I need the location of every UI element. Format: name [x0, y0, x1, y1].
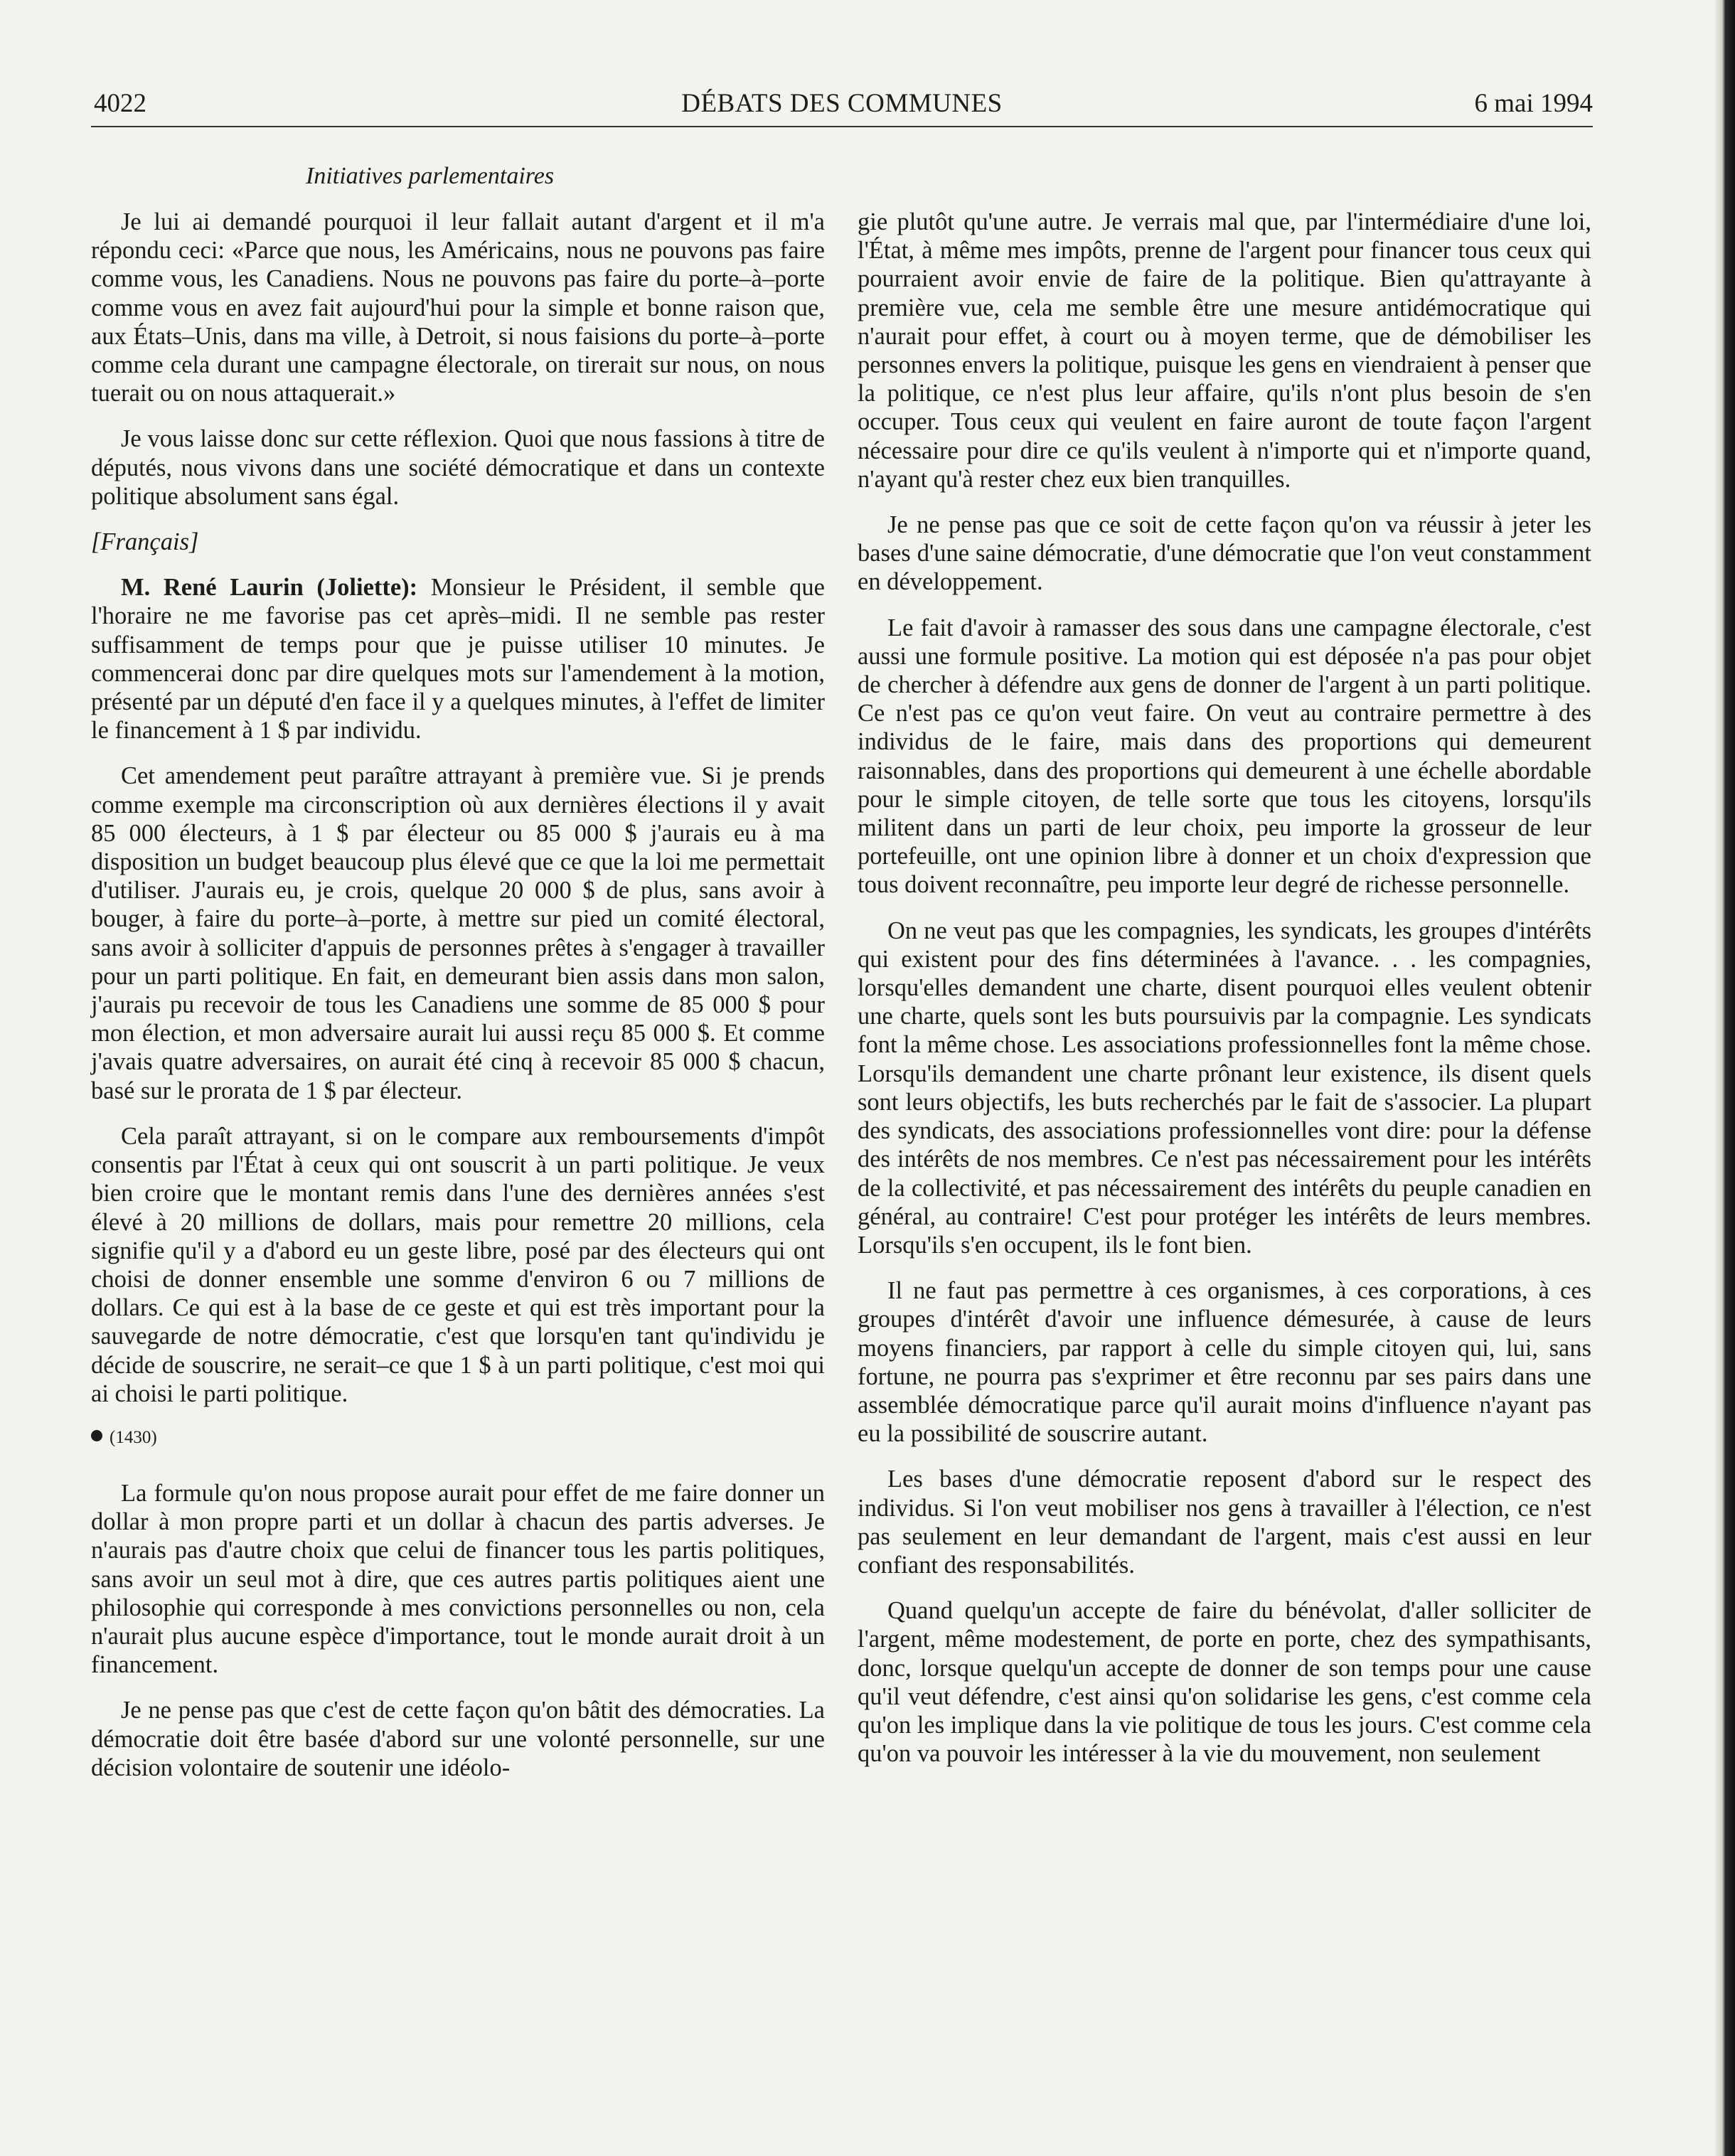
paragraph: Je ne pense pas que ce soit de cette façon qu'on va réussir à jeter les bases d'une saine démocratie, d'une démocratie que l'on veut constamment en développement.	[858, 511, 1591, 596]
paragraph: La formule qu'on nous propose aurait pour effet de me faire donner un dollar à mon propre parti et un dollar à chacun des partis adverses. Je n'aurais pas d'autre choix que celui de financer tous les partis politiques, sans avoir un seul mot à dire, que ces autres partis politiques aient une philosophie qui corresponde à mes convictions personnelles ou non, cela n'aurait plus aucune espèce d'importance, tout le monde aurait droit à un financement.	[91, 1479, 825, 1679]
bullet-icon	[91, 1430, 102, 1441]
paragraph: On ne veut pas que les compagnies, les syndicats, les groupes d'intérêts qui existent pour des fins déterminées à l'avance. . . les compagnies, lorsqu'elles demandent une charte, disent pourquoi elles veulent obtenir une charte, quels sont les buts poursuivis par la compagnie. Les syndicats font la même chose. Les associations professionnelles font la même chose. Lorsqu'ils demandent une charte prônant leur existence, ils disent quels sont leurs objectifs, les buts recherchés par le fait de s'associer. La plupart des syndicats, des associations professionnelles vont dire: pour la défense des intérêts de nos membres. Ce n'est pas nécessairement pour les intérêts de la collectivité, et pas nécessairement des intérêts du peuple canadien en général, au contraire! C'est pour protéger les intérêts de leurs membres. Lorsqu'ils s'en occupent, ils le font bien.	[858, 917, 1591, 1259]
right-column	[858, 208, 1591, 1785]
timestamp-text: (1430)	[110, 1427, 157, 1447]
publication-title: DÉBATS DES COMMUNES	[681, 89, 1003, 118]
page-header	[91, 84, 1593, 124]
language-marker: [Français]	[91, 528, 199, 556]
paragraph: Cela paraît attrayant, si on le compare aux remboursements d'impôt consentis par l'État à ceux qui ont souscrit à un parti politique. Je veux bien croire que le montant remis dans l'une des dernières années s'est élevé à 20 millions de dollars, mais pour remettre 20 millions, cela signifie qu'il y a d'abord eu un geste libre, posé par des électeurs qui ont choisi de donner ensemble une somme d'environ 6 ou 7 millions de dollars. Ce qui est à la base de ce geste et qui est très important pour la sauvegarde de notre démocratie, c'est que lorsqu'en tant qu'individu je décide de souscrire, ne serait–ce que 1 $ à un parti politique, c'est moi qui ai choisi le parti politique.	[91, 1122, 825, 1407]
paragraph: gie plutôt qu'une autre. Je verrais mal que, par l'intermédiaire d'une loi, l'État, à même mes impôts, prenne de l'argent pour financer tous ceux qui pourraient avoir envie de faire de la politique. Bien qu'attrayante à première vue, cela me semble être une mesure antidémocratique qui n'aurait pour effet, à court ou à moyen terme, que de démobiliser les personnes envers la politique, puisque les gens en viendraient à penser que la politique, ce n'est plus leur affaire, qu'ils n'ont plus besoin de s'en occuper. Tous ceux qui veulent en faire auront de toute façon l'argent nécessaire pour dire ce qu'ils veulent à n'importe qui et n'importe quand, n'ayant qu'à rester chez eux bien tranquilles.	[858, 208, 1591, 493]
publication-date: 6 mai 1994	[1474, 89, 1593, 118]
speaker-paragraph	[91, 573, 825, 745]
timestamp	[91, 1425, 825, 1451]
paragraph: Je lui ai demandé pourquoi il leur fallait autant d'argent et il m'a répondu ceci: «Parce que nous, les Américains, nous ne pouvons pas faire comme vous, les Canadiens. Nous ne pouvons pas faire du porte–à–porte comme vous en avez fait aujourd'hui pour la simple et bonne raison que, aux États–Unis, dans ma ville, à Detroit, si nous faisions du porte–à–porte comme cela durant une campagne électorale, on tirerait sur nous, on nous tuerait ou on nous attaquerait.»	[91, 208, 825, 407]
paragraph: Je vous laisse donc sur cette réflexion. Quoi que nous fassions à titre de députés, nous vivons dans une société démocratique et dans un contexte politique absolument sans égal.	[91, 425, 825, 510]
speaker-text: Monsieur le Président, il semble que l'horaire ne me favorise pas cet après–midi. Il ne semble pas rester suffisamment de temps pour que je puisse utiliser 10 minutes. Je commencerai donc par dire quelques mots sur l'amendement à la motion, présenté par un député d'en face il y a quelques minutes, à l'effet de limiter le financement à 1 $ par individu.	[91, 574, 825, 745]
paragraph: Les bases d'une démocratie reposent d'abord sur le respect des individus. Si l'on veut mobiliser nos gens à travailler à l'élection, ce n'est pas seulement en leur demandant de l'argent, mais c'est aussi en leur confiant des responsabilités.	[858, 1466, 1591, 1579]
section-label: Initiatives parlementaires	[306, 163, 555, 189]
paragraph: Le fait d'avoir à ramasser des sous dans une campagne électorale, c'est aussi une formule positive. La motion qui est déposée n'a pas pour objet de chercher à défendre aux gens de donner de l'argent à un parti politique. Ce n'est pas ce qu'on veut faire. On veut au contraire permettre à des individus de le faire, mais dans des proportions qui demeurent raisonnables, dans des proportions qui demeurent à une échelle abordable pour le simple citoyen, de telle sorte que tous les citoyens, lorsqu'ils militent dans un parti de leur choix, peu importe la grosseur de leur portefeuille, ont une opinion libre à donner et un choix d'expression que tous doivent reconnaître, peu importe leur degré de richesse personnelle.	[858, 614, 1591, 899]
paragraph: Quand quelqu'un accepte de faire du bénévolat, d'aller solliciter de l'argent, même modestement, de porte en porte, chez des sympathisants, donc, lorsque quelqu'un accepte de donner de son temps pour une cause qu'il veut défendre, c'est ainsi qu'on solidarise les gens, c'est comme cela qu'on les implique dans la vie politique de tous les jours. C'est comme cela qu'on va pouvoir les intéresser à la vie du mouvement, non seulement	[858, 1597, 1591, 1768]
page-number: 4022	[94, 89, 146, 118]
paragraph: Il ne faut pas permettre à ces organismes, à ces corporations, à ces groupes d'intérêt d'avoir une influence démesurée, à cause de leurs moyens financiers, par rapport à celle du simple citoyen qui, lui, sans fortune, ne pourra pas s'exprimer et être reconnu par ses pairs dans une assemblée démocratique parce qu'il aurait moins d'influence n'ayant pas eu la possibilité de souscrire autant.	[858, 1277, 1591, 1448]
scan-edge	[1714, 0, 1735, 2156]
speaker-name: M. René Laurin (Joliette):	[121, 574, 418, 602]
paragraph: Je ne pense pas que c'est de cette façon qu'on bâtit des démocraties. La démocratie doit être basée d'abord sur une volonté personnelle, sur une décision volontaire de soutenir une idéolo-	[91, 1697, 825, 1781]
paragraph: Cet amendement peut paraître attrayant à première vue. Si je prends comme exemple ma circonscription où aux dernières élections il y avait 85 000 électeurs, à 1 $ par électeur ou 85 000 $ j'aurais eu à ma disposition un budget beaucoup plus élevé que ce que la loi me permettait d'utiliser. J'aurais eu, je crois, quelque 20 000 $ de plus, sans avoir à bouger, à faire du porte–à–porte, à mettre sur pied un comité électoral, sans avoir à solliciter d'appuis de personnes prêtes à s'engager à travailler pour un parti politique. En fait, en demeurant bien assis dans mon salon, j'aurais pu recevoir de tous les Canadiens une somme de 85 000 $ pour mon élection, et mon adversaire aurait lui aussi reçu 85 000 $. Et comme j'avais quatre adversaires, on aurait été cinq à recevoir 85 000 $ chacun, basé sur le prorata de 1 $ par électeur.	[91, 762, 825, 1104]
header-rule	[91, 126, 1593, 127]
left-column	[91, 208, 825, 1799]
